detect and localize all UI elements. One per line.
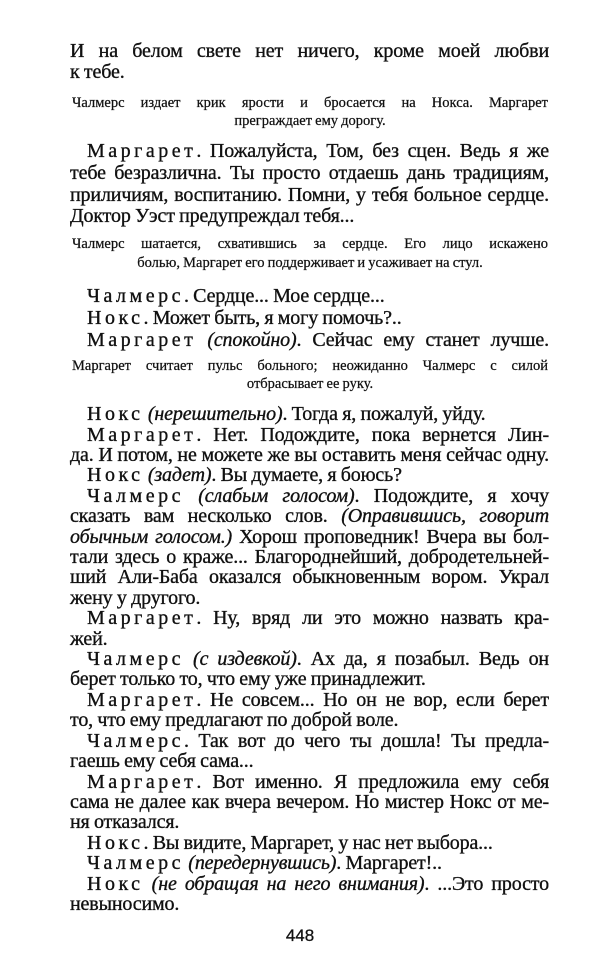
text-line	[70, 506, 549, 526]
speaker-name: Маргарет	[87, 607, 197, 630]
text-segment: преграждает ему дорогу.	[234, 113, 386, 129]
speaker-name: Чалмерс	[87, 285, 184, 308]
text-line	[70, 62, 549, 83]
stage-remark: (слабым голосом)	[183, 484, 355, 507]
text-line	[70, 141, 549, 163]
text-line	[70, 751, 549, 771]
text-segment: невыносимо.	[70, 892, 180, 915]
text-segment: . Вот именно. Я предложила ему себя	[196, 770, 549, 793]
text-line	[70, 629, 549, 649]
text-line	[70, 307, 549, 329]
speaker-name: Маргарет	[87, 140, 197, 162]
text-segment: . Сердце... Мое сердце...	[183, 285, 385, 308]
speaker-name: Нокс	[87, 831, 144, 854]
speaker-name: Маргарет	[87, 770, 197, 793]
text-segment: . ...Это просто	[424, 872, 549, 895]
text-segment: . Тогда я, пожалуй, уйду.	[282, 403, 486, 426]
text-line	[72, 375, 548, 393]
text-line	[70, 833, 549, 853]
text-segment: . Так вот до чего ты дошла! Ты предла-	[183, 729, 549, 752]
text-line	[70, 163, 549, 185]
text-segment: отбрасывает ее руку.	[246, 376, 374, 393]
speaker-name: Маргарет	[87, 329, 197, 352]
text-line	[70, 486, 549, 506]
dialogue-block	[70, 404, 549, 914]
text-line	[72, 357, 548, 375]
text-segment: Маргарет считает пульс больного; неожиданно Чалмерс с силой	[72, 358, 548, 375]
text-line	[70, 547, 549, 567]
text-line	[70, 649, 549, 669]
text-line	[70, 41, 549, 62]
text-segment: сама не далее как вчера вечером. Но мистер Нокс от ме-	[70, 790, 549, 813]
speaker-name: Нокс	[87, 872, 144, 895]
page-number: 448	[285, 926, 315, 946]
speaker-name: Чалмерс	[87, 729, 184, 752]
stage-remark: (задет)	[143, 464, 212, 487]
stage-direction	[72, 235, 548, 273]
text-line	[70, 772, 549, 792]
text-line	[70, 853, 549, 873]
text-segment: . Подождите, я хочу	[354, 484, 549, 507]
text-segment: да. И потом, не можете же вы оставить меня сейчас одну.	[70, 444, 549, 466]
speaker-name: Чалмерс	[87, 484, 184, 507]
text-line	[70, 812, 549, 832]
text-segment: . Может быть, я могу помочь?..	[143, 307, 402, 330]
text-segment: Доктор Уэст предупреждал тебя...	[70, 205, 355, 228]
speaker-name: Маргарет	[87, 688, 197, 711]
text-line	[70, 567, 549, 587]
text-line	[72, 94, 548, 112]
text-segment: И на белом свете нет ничего, кроме моей любви	[70, 40, 549, 62]
text-line	[70, 731, 549, 751]
text-segment: . Вы видите, Маргарет, у нас нет выбора...	[143, 831, 493, 854]
text-line	[72, 235, 548, 254]
text-segment: жену у другого.	[70, 586, 201, 609]
text-line	[70, 329, 549, 351]
text-segment: ня отказался.	[70, 811, 180, 834]
text-line	[70, 874, 549, 894]
text-segment: то, что ему предлагают по доброй воле.	[70, 709, 399, 732]
stage-remark: (не обращая на него внимания)	[143, 872, 425, 895]
dialogue-block	[70, 141, 549, 228]
text-line	[72, 112, 548, 130]
text-line	[70, 445, 549, 465]
text-line	[70, 792, 549, 812]
text-line	[70, 608, 549, 628]
text-line	[70, 690, 549, 710]
speaker-name: Чалмерс	[87, 852, 184, 875]
text-segment: к тебе.	[70, 61, 125, 83]
text-segment: Чалмерс издает крик ярости и бросается на Нокса. Маргарет	[72, 95, 548, 111]
text-line	[70, 894, 549, 914]
text-segment: . Маргарет!..	[336, 852, 442, 875]
stage-direction	[72, 357, 548, 393]
stage-direction	[72, 94, 548, 130]
stage-remark: (спокойно)	[196, 329, 297, 352]
text-line	[70, 285, 549, 307]
speaker-name: Нокс	[87, 307, 144, 330]
stage-remark: (с издевкой)	[183, 648, 297, 671]
text-line	[70, 185, 549, 207]
text-segment: . Ах да, я позабыл. Ведь он	[296, 648, 549, 671]
speaker-name: Чалмерс	[87, 648, 184, 671]
text-segment: Хорош проповедник! Вчера вы бол-	[232, 525, 550, 548]
speaker-name: Нокс	[87, 464, 144, 487]
speaker-name: Нокс	[87, 403, 144, 426]
text-segment: сказать вам несколько слов.	[70, 505, 342, 528]
text-line	[70, 588, 549, 608]
dialogue-block	[70, 41, 549, 83]
dialogue-block	[70, 285, 549, 351]
text-line	[70, 669, 549, 689]
text-segment: приличиям, воспитанию. Помни, у тебя больное сердце.	[70, 183, 549, 206]
text-segment: . Пожалуйста, Том, без сцен. Ведь я же	[196, 140, 549, 162]
text-segment: жей.	[70, 627, 108, 650]
stage-remark: (нерешительно)	[143, 403, 283, 426]
text-line	[70, 404, 549, 424]
text-segment: берет только то, что ему уже принадлежит.	[70, 668, 426, 691]
speaker-name: Маргарет	[87, 423, 197, 446]
text-line	[70, 465, 549, 485]
text-line	[70, 527, 549, 547]
stage-remark: (Оправившись, говорит	[341, 505, 549, 528]
text-segment: . Не совсем... Но он не вор, если берет	[196, 688, 549, 711]
text-segment: болью, Маргарет его поддерживает и усаживает на стул.	[137, 255, 483, 272]
stage-remark: обычным голосом.)	[70, 525, 233, 548]
text-segment: Чалмерс шатается, схватившись за сердце. Его лицо искажено	[72, 236, 548, 253]
text-line	[70, 425, 549, 445]
text-segment: . Нет. Подождите, пока вернется Лин-	[196, 423, 549, 446]
text-line	[70, 710, 549, 730]
text-segment: . Сейчас ему станет лучше.	[296, 329, 549, 352]
text-segment: . Вы думаете, я боюсь?	[211, 464, 402, 487]
text-segment: ший Али-Баба оказался обыкновенным вором. Украл	[70, 566, 549, 589]
text-line	[72, 254, 548, 273]
text-segment: тали здесь о краже... Благороднейший, добродетельней-	[70, 546, 549, 569]
text-segment: гаешь ему себя сама...	[70, 750, 254, 773]
stage-remark: (передернувшись)	[183, 852, 337, 875]
text-segment: тебе безразлична. Ты просто отдаешь дань традициям,	[70, 161, 549, 184]
text-line	[70, 206, 549, 228]
text-segment: . Ну, вряд ли это можно назвать кра-	[196, 607, 549, 630]
